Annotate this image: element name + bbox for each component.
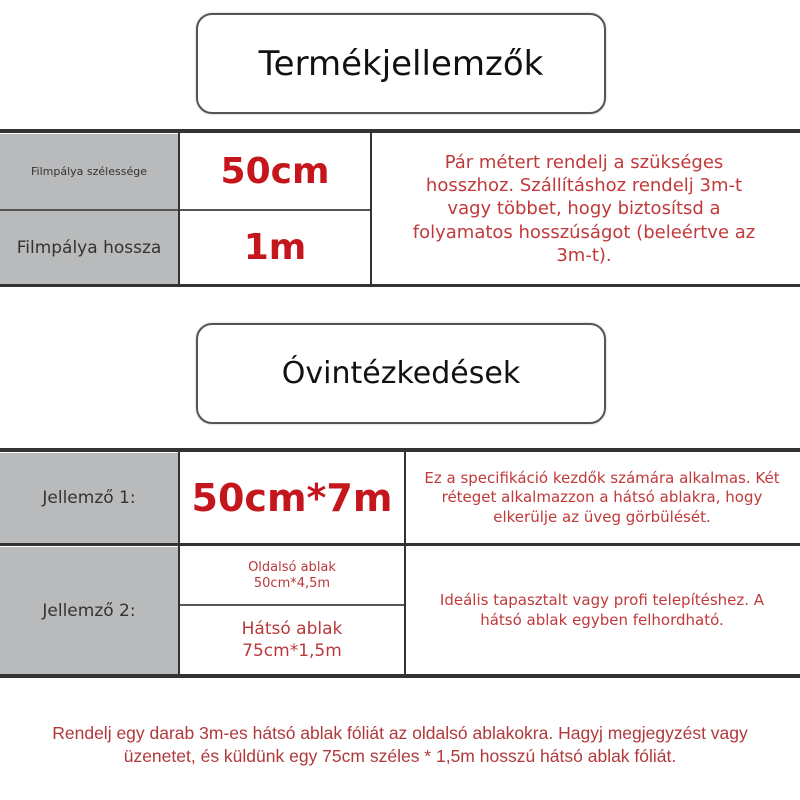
table-border-bottom (0, 284, 800, 287)
column-divider (178, 131, 180, 286)
feature1-note-text: Ez a specifikáció kezdők számára alkalmas. Két réteget alkalmazzon a hátsó ablakra, hogy elkerülje az üveg görbülését. (424, 469, 780, 526)
sub-row-divider (180, 604, 404, 606)
rear-window-spec (180, 607, 404, 674)
spec-value-text: 50cm (220, 151, 330, 192)
footer-order-note-text: Rendelj egy darab 3m-es hátsó ablak fóliát az oldalsó ablakokra. Hagyj megjegyzést vagy üzenetet, és küldünk egy 75cm széles * 1,5m hosszú hátsó ablak fóliát. (52, 723, 748, 766)
spec-label-film-width (0, 134, 178, 209)
spec-value-text: 1m (243, 227, 307, 268)
section-title-text: Termékjellemzők (258, 43, 544, 84)
row-divider (0, 543, 800, 546)
side-window-spec (180, 547, 404, 605)
side-window-name: Oldalsó ablak (248, 559, 336, 575)
table-border-top (0, 448, 800, 452)
column-divider (370, 131, 372, 286)
section-title-product-features (196, 13, 606, 114)
spec-label-text: Filmpálya hossza (16, 237, 162, 258)
feature2-note-text: Ideális tapasztalt vagy profi telepítéshez. A hátsó ablak egyben felhordható. (439, 591, 765, 629)
column-divider (178, 450, 180, 676)
spec-label-film-length (0, 211, 178, 284)
row-divider (0, 209, 372, 211)
rear-window-name: Hátsó ablak (241, 619, 343, 640)
column-divider (404, 450, 406, 676)
feature2-label (0, 547, 178, 674)
footer-order-note (0, 722, 800, 768)
table-border-top (0, 129, 800, 133)
feature2-note (407, 547, 797, 674)
spec-value-film-width (180, 134, 370, 209)
side-window-size: 50cm*4,5m (253, 576, 331, 591)
section-title-text: Óvintézkedések (281, 356, 521, 391)
feature-label-text: Jellemző 2: (42, 600, 136, 621)
section-title-precautions (196, 323, 606, 424)
order-length-note (374, 134, 794, 284)
feature-label-text: Jellemző 1: (42, 488, 136, 508)
spec-label-text: Filmpálya szélessége (31, 165, 147, 178)
order-length-note-text: Pár métert rendelj a szükséges hosszhoz. Szállításhoz rendelj 3m-t vagy többet, hogy biztosítsd a folyamatos hosszúságot (beleértve az 3m-t). (412, 152, 756, 266)
spec-value-film-length (180, 211, 370, 284)
feature1-note (407, 453, 797, 543)
feature1-label (0, 453, 178, 543)
feature-value-text: 50cm*7m (191, 476, 393, 520)
table-border-bottom (0, 674, 800, 678)
rear-window-size: 75cm*1,5m (242, 640, 342, 661)
feature1-value (180, 453, 404, 543)
